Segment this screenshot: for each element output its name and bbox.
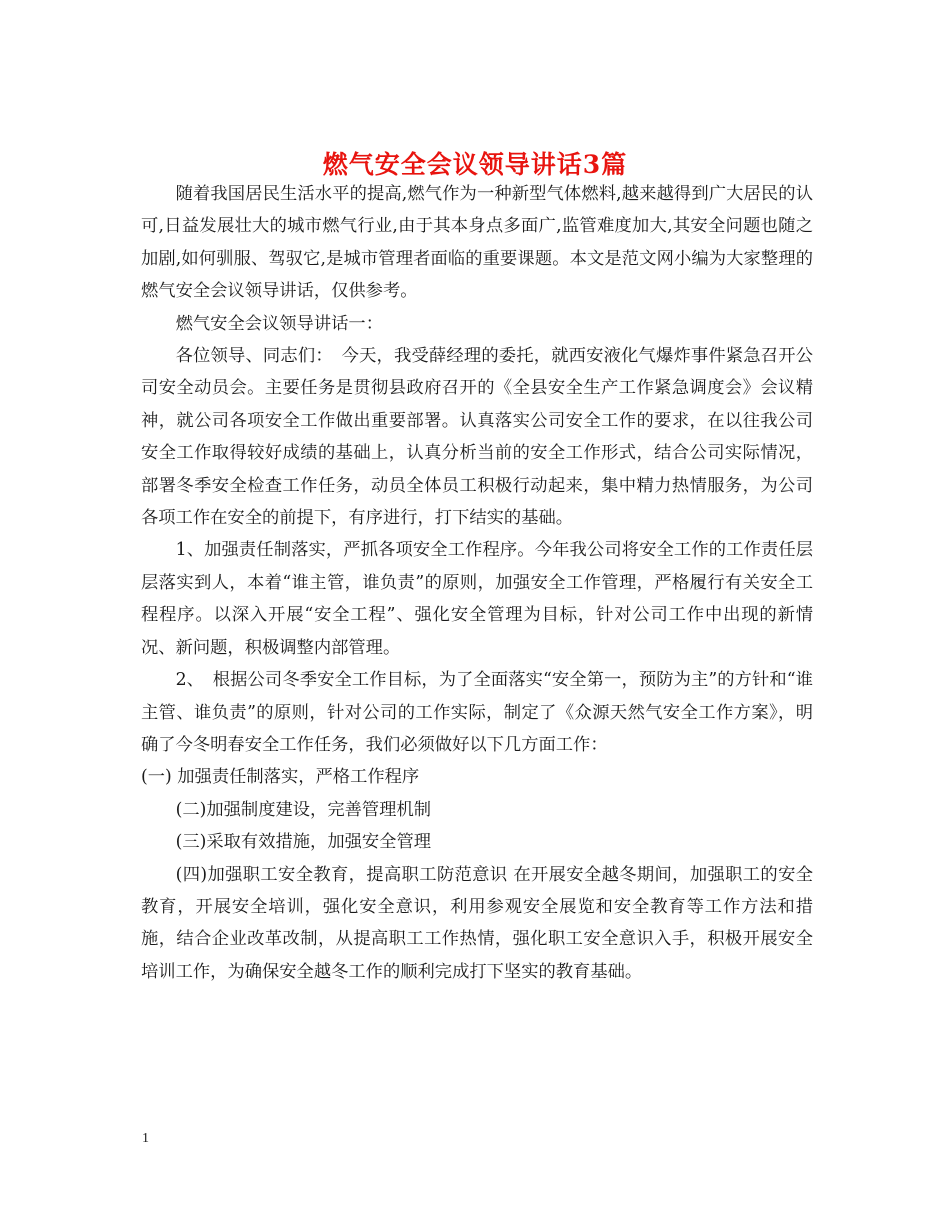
point-two-paragraph: 2、 根据公司冬季安全工作目标，为了全面落实“安全第一，预防为主”的方针和“谁主管、谁负责”的原则，针对公司的工作实际，制定了《众源天然气安全工作方案》，明确了今冬明春安全工作任务，我们必须做好以下几方面工作： [141, 670, 813, 755]
section-heading-speech-one: 燃气安全会议领导讲话一： [175, 313, 383, 334]
document-title: 燃气安全会议领导讲话3篇 [322, 149, 628, 179]
list-item-four: (四)加强职工安全教育，提高职工防范意识 在开展安全越冬期间，加强职工的安全教育，开展安全培训，强化安全意识，利用参观安全展览和安全教育等工作方法和措施，结合企业改革改制，从提高职工工作热情，强化职工安全意识入手，积极开展安全培训工作，为确保安全越冬工作的顺利完成打下坚实的教育基础。 [141, 864, 813, 982]
list-item-three: (三)采取有效措施，加强安全管理 [175, 832, 432, 853]
list-item-two: (二)加强制度建设，完善管理机制 [175, 799, 432, 820]
page-number: 1 [142, 1131, 149, 1146]
list-item-one: (一) 加强责任制落实，严格工作程序 [141, 767, 420, 788]
document-body [141, 178, 813, 988]
speech-opening-paragraph: 各位领导、同志们： 今天，我受薛经理的委托，就西安液化气爆炸事件紧急召开公司安全动员会。主要任务是贯彻县政府召开的《全县安全生产工作紧急调度会》会议精神，就公司各项安全工作做出重要部署。认真落实公司安全工作的要求，在以往我公司安全工作取得较好成绩的基础上，认真分析当前的安全工作形式，结合公司实际情况，部署冬季安全检查工作任务，动员全体员工积极行动起来，集中精力热情服务，为公司各项工作在安全的前提下，有序进行，打下结实的基础。 [141, 346, 813, 529]
point-one-paragraph: 1、加强责任制落实，严抓各项安全工作程序。今年我公司将安全工作的工作责任层层落实到人，本着“谁主管，谁负责”的原则，加强安全工作管理，严格履行有关安全工程程序。以深入开展“安全工程”、强化安全管理为目标，针对公司工作中出现的新情况、新问题，积极调整内部管理。 [141, 540, 813, 658]
intro-paragraph: 随着我国居民生活水平的提高,燃气作为一种新型气体燃料,越来越得到广大居民的认可,日益发展壮大的城市燃气行业,由于其本身点多面广,监管难度加大,其安全问题也随之加剧,如何驯服、驾驭它,是城市管理者面临的重要课题。本文是范文网小编为大家整理的燃气安全会议领导讲话，仅供参考。 [141, 184, 813, 302]
